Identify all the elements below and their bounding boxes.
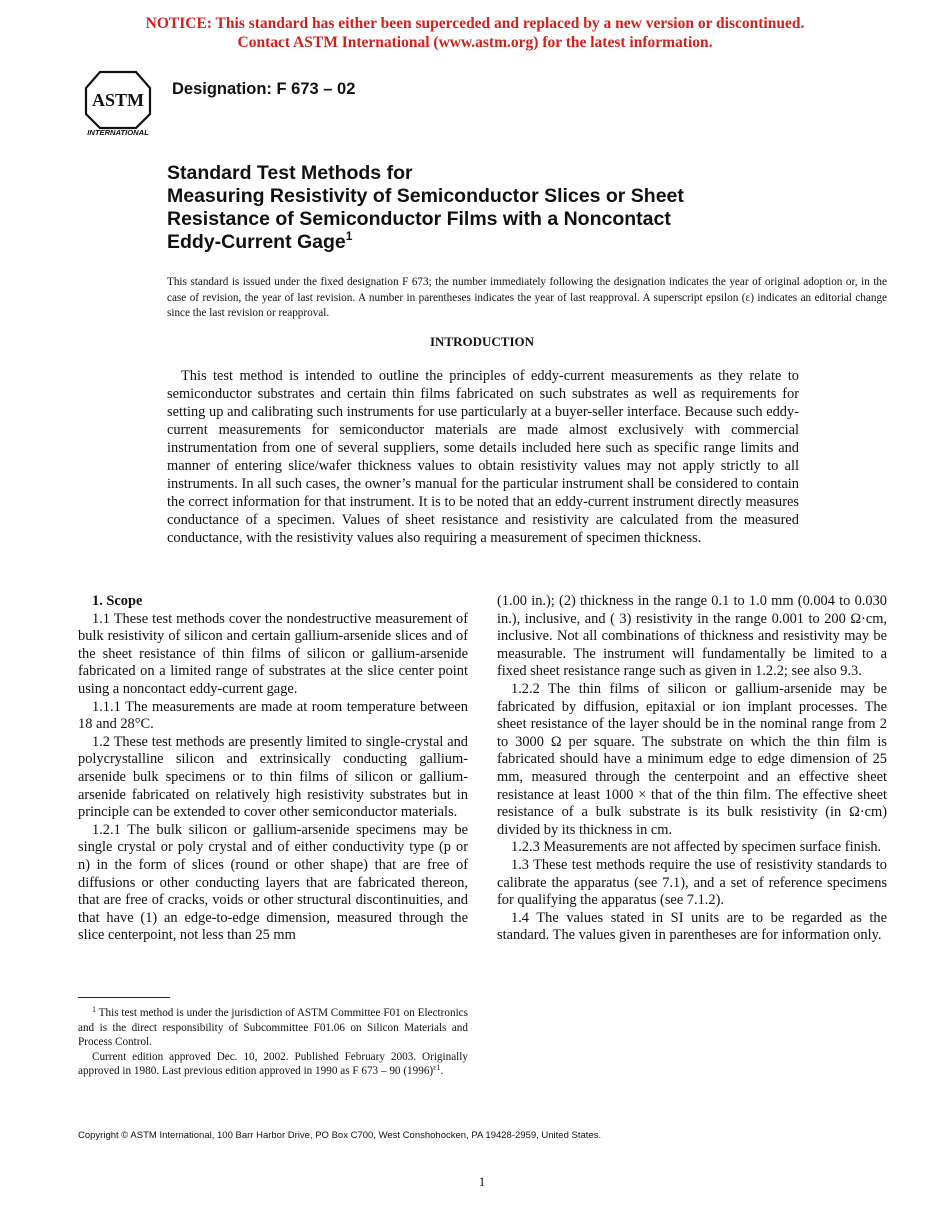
supersede-notice (0, 14, 950, 52)
introduction-paragraph: This test method is intended to outline the principles of eddy-current measurements as they relate to semiconductor substrates and certain thin films fabricated on such substrates as well as requirements for setting up and calibrating such instruments for use particularly at a buyer-seller interface. Because such eddy-current measurements for semiconductor materials are made almost exclusively with commercial instrumentation from one of several suppliers, some details included here such as specific range limits and manner of entering slice/wafer thickness values to obtain resistivity values may not apply strictly to all instruments. In all such cases, the owner’s manual for the particular instrument shall be considered to contain the correct information for that instrument. It is to be noted that an eddy-current instrument directly measures conductance of a specimen. Values of sheet resistance and resistivity are calculated from the measured conductance, with the resistivity values also requiring a measurement of specimen thickness. (167, 368, 799, 546)
paragraph-1-4: 1.4 The values stated in SI units are to be regarded as the standard. The values given in parentheses are for information only. (497, 909, 887, 944)
footnote-paragraph-2 (78, 1050, 468, 1079)
title-line-1: Standard Test Methods for (167, 162, 413, 184)
footnote-period: . (440, 1065, 444, 1077)
logo-mark: ASTM (91, 90, 145, 110)
notice-line-2: Contact ASTM International (www.astm.org) for the latest information. (237, 34, 713, 51)
footnote-text-1: This test method is under the jurisdiction of ASTM Committee F01 on Electronics and is the direct responsibility of Subcommittee F01.06 on Silicon Materials and Process Control. (78, 1007, 468, 1048)
scope-heading: 1. Scope (92, 593, 143, 609)
introduction-heading: INTRODUCTION (429, 334, 534, 349)
paragraph-1-2-1-continued: (1.00 in.); (2) thickness in the range 0.1 to 1.0 mm (0.004 to 0.030 in.), inclusive, and ( 3) resistivity in the range 0.001 to 200 Ω·cm, inclusive. Not all combinations of thickness and resistivity may be measurable. The instrument will fundamentally be limited to a fixed sheet resistance range such as given in 1.2.2; see also 9.3. (497, 593, 887, 680)
left-column (78, 593, 468, 945)
footnote-mark: 1 (92, 1005, 96, 1014)
designation: Designation: F 673 – 02 (172, 80, 356, 98)
right-column (497, 593, 887, 945)
astm-logo-icon (78, 66, 158, 138)
title-line-3: Resistance of Semiconductor Films with a Noncontact (167, 208, 671, 230)
paragraph-1-2-3: 1.2.3 Measurements are not affected by specimen surface finish. (511, 839, 882, 856)
page-number: 1 (478, 1174, 486, 1189)
footnote-paragraph-1 (78, 1006, 468, 1050)
footnote (78, 1006, 468, 1079)
paragraph-1-1-1: 1.1.1 The measurements are made at room temperature between 18 and 28°C. (78, 698, 468, 733)
title-line-2: Measuring Resistivity of Semiconductor Slices or Sheet (167, 185, 684, 207)
footnote-text-2: Current edition approved Dec. 10, 2002. Published February 2003. Originally approved in 1980. Last previous edition approved in 1990 as F 673 – 90 (1996) (78, 1050, 468, 1077)
footnote-divider (78, 997, 170, 998)
title-line-4-text: Eddy-Current Gage (167, 231, 346, 253)
paragraph-1-1: 1.1 These test methods cover the nondestructive measurement of bulk resistivity of silicon and certain gallium-arsenide slices and of the sheet resistance of thin films of silicon or gallium-arsenide fabricated on a limited range of substrates at the slice center point using a noncontact eddy-current gage. (78, 610, 468, 697)
footnote-epsilon: ε1 (433, 1063, 441, 1072)
paragraph-1-2: 1.2 These test methods are presently limited to single-crystal and polycrystalline silicon and extrinsically conducting gallium-arsenide bulk specimens or to thin films of silicon or gallium-arsenide fabricated on relatively high resistivity substrates but in principle can be extended to cover other semiconductor materials. (78, 733, 468, 821)
paragraph-1-3: 1.3 These test methods require the use of resistivity standards to calibrate the apparatus (see 7.1), and a set of reference specimens for qualifying the apparatus (see 7.1.2). (497, 856, 887, 909)
issued-note: This standard is issued under the fixed designation F 673; the number immediately following the designation indicates the year of original adoption or, in the case of revision, the year of last revision. A number in parentheses indicates the year of last reapproval. A superscript epsilon (ε) indicates an editorial change since the last revision or reapproval. (167, 276, 887, 319)
notice-line-1: NOTICE: This standard has either been superceded and replaced by a new version or discontinued. (145, 15, 805, 32)
paragraph-1-2-2: 1.2.2 The thin films of silicon or gallium-arsenide may be fabricated by diffusion, epitaxial or ion implant processes. The sheet resistance of the layer should be in the nominal range from 2 to 3000 Ω per square. The substrate on which the thin film is fabricated should have a minimum edge to edge dimension of 25 mm, measured through the centerpoint and an effective sheet resistance at least 1000 × that of the thin film. The effective sheet resistance of a bulk substrate is its bulk resistivity (in Ω·cm) divided by its thickness in cm. (497, 680, 887, 838)
document-title (167, 162, 867, 254)
title-line-4 (167, 231, 867, 254)
logo-international: INTERNATIONAL (87, 128, 149, 137)
title-footnote-mark: 1 (345, 229, 353, 243)
introduction-text-block (167, 367, 799, 547)
paragraph-1-2-1: 1.2.1 The bulk silicon or gallium-arsenide specimens may be single crystal or poly crystal and of either conductivity type (p or n) in the form of slices (round or other shape) that are free of diffusions or other conducting layers that are fabricated thereon, that are free of cracks, voids or other structural discontinuities, and that have (1) an edge-to-edge dimension, measured through the slice centerpoint, not less than 25 mm (78, 821, 468, 944)
copyright-line: Copyright © ASTM International, 100 Barr Harbor Drive, PO Box C700, West Conshohocken, PA 19428-2959, United States. (78, 1130, 602, 1141)
